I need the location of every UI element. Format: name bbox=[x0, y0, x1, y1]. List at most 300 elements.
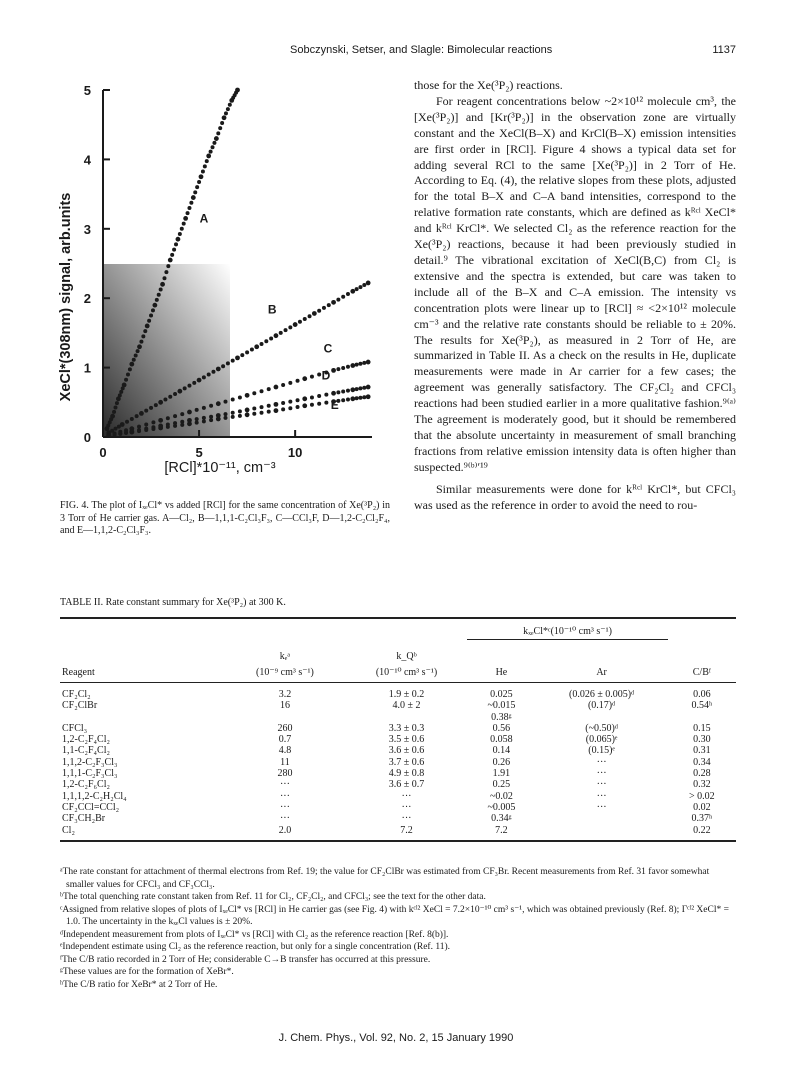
data-point-a bbox=[189, 201, 193, 205]
data-point-b bbox=[317, 309, 321, 313]
data-point-b bbox=[135, 414, 139, 418]
data-point-b bbox=[240, 353, 244, 357]
data-point-a bbox=[162, 276, 166, 280]
data-point-d bbox=[310, 395, 314, 399]
table-row bbox=[60, 791, 736, 802]
cell-he: 0.56 bbox=[492, 722, 511, 734]
paragraph-2: For reagent concentrations below ~2×10¹² molecule cm³, the [Xe(³P₂)] and [Kr(³P₂)] in the observation zone are virtually constant and the XeCl(B–X) and KrCl(B–X) emission intensities are first order in [RCl]. Figure 4 shows a typical data set for adding several RCl to the same [Xe(³P₂)] in 2 Torr of He. According to Eq. (4), the relative slopes from these plots, adjusted for the total B–X and C–A band intensities, correspond to the relative formation rate constants, which are defined as kᴿᶜˡ XeCl* and kᴿᶜˡ KrCl*. We selected Cl₂ as the reference reaction for the Xe(³P₂) reactions, because it had been previously studied in detail.⁹ The vibrational excitation of XeCl(B,C) from Cl₂ is extensive and the spectra is extended, but care was taken to include all of the B–X and C–A emission. The intensity vs concentration plots were linear up to [RCl] ≈ <2×10¹² molecule cm⁻³ and the relative rate constants should be reliable to ± 20%. The results for Xe(³P₂), as measured in 2 Torr of He, are summarized in Table II. As a check on the results in He, duplicate measurements were made in Ar carrier for a few cases; the agreement was generally satisfactory. The CF₂Cl₂ and CFCl₃ reactions had been studied earlier in a more qualitative fashion.⁹⁽ᵃ⁾ The agreement is moderately good, but it should be remembered that the absolute uncertainty in measurement of small branching fractions from relative emission intensity data is often higher than suspected.⁹⁽ᵇ⁾ʹ¹⁹ bbox=[414, 93, 736, 474]
x-axis-label: [RCl]*10⁻¹¹, cm⁻³ bbox=[164, 460, 276, 476]
cell-ke: 280 bbox=[277, 768, 293, 780]
table-row bbox=[60, 825, 736, 841]
data-point-e bbox=[317, 402, 321, 406]
data-point-d bbox=[267, 404, 271, 408]
cell-reagent: CF₂ClBr bbox=[62, 700, 98, 712]
cell-reagent: CF₂CCl=CCl₂ bbox=[62, 801, 120, 813]
data-point-a bbox=[211, 145, 215, 149]
data-point-e bbox=[118, 432, 122, 436]
footnote: ʰThe C/B ratio for XeBr* at 2 Torr of He. bbox=[60, 979, 218, 990]
data-point-e bbox=[267, 410, 271, 414]
cell-ke: ··· bbox=[279, 779, 290, 791]
data-point-b bbox=[120, 422, 125, 427]
running-title: Sobczynski, Setser, and Slagle: Bimolecular reactions bbox=[290, 44, 553, 56]
series-label-e: E bbox=[330, 397, 339, 412]
data-point-e bbox=[252, 412, 256, 416]
data-point-c bbox=[274, 385, 279, 390]
cell-kq: 1.9 ± 0.2 bbox=[388, 689, 425, 700]
data-point-a bbox=[172, 248, 176, 252]
data-point-e bbox=[124, 431, 128, 435]
y-tick-label: 0 bbox=[83, 430, 91, 445]
data-point-b bbox=[264, 339, 268, 343]
data-point-b bbox=[158, 400, 163, 405]
data-point-b bbox=[358, 285, 362, 289]
cell-he: 0.025 bbox=[490, 689, 513, 700]
data-point-b bbox=[183, 386, 187, 390]
data-point-a bbox=[124, 378, 128, 382]
table-row bbox=[60, 683, 736, 701]
data-point-a bbox=[160, 282, 165, 287]
cell-ar: ··· bbox=[596, 790, 607, 802]
y-tick-label: 3 bbox=[83, 221, 91, 237]
data-point-b bbox=[226, 361, 230, 365]
data-point-b bbox=[149, 406, 153, 410]
data-point-a bbox=[119, 390, 123, 394]
data-point-e bbox=[144, 428, 148, 432]
cell-ke: 11 bbox=[280, 756, 290, 768]
data-point-b bbox=[154, 403, 158, 407]
data-point-a bbox=[178, 232, 182, 236]
cell-ke: ··· bbox=[279, 813, 290, 825]
footnote: ᶠThe C/B ratio recorded in 2 Torr of He; considerable C→B transfer has occurred at this pressure. bbox=[60, 954, 431, 965]
data-point-b bbox=[211, 370, 215, 374]
cell-ke: 3.2 bbox=[278, 689, 292, 700]
data-point-c bbox=[310, 375, 314, 379]
data-point-c bbox=[151, 420, 155, 424]
data-point-a bbox=[149, 314, 153, 318]
col-he: He bbox=[495, 666, 508, 678]
data-point-b bbox=[355, 287, 359, 291]
cell-ke: ··· bbox=[279, 801, 290, 813]
scatter-chart bbox=[40, 62, 395, 492]
data-point-b bbox=[245, 350, 249, 354]
data-point-e bbox=[195, 421, 199, 425]
cell-he: 0.38ᵍ bbox=[491, 711, 512, 723]
data-point-d bbox=[260, 405, 264, 409]
cell-kq: ··· bbox=[401, 790, 412, 802]
data-point-e bbox=[129, 430, 134, 435]
table-row bbox=[60, 723, 736, 734]
data-point-a bbox=[122, 383, 127, 388]
col-kq-symbol: k_Qᵇ bbox=[396, 651, 417, 662]
cell-cb: 0.28 bbox=[693, 768, 711, 780]
data-point-c bbox=[202, 406, 206, 410]
data-point-a bbox=[224, 111, 228, 115]
cell-he: 7.2 bbox=[467, 825, 535, 841]
data-point-a bbox=[126, 373, 130, 377]
data-point-a bbox=[199, 174, 204, 179]
data-point-a bbox=[159, 288, 163, 292]
data-point-b bbox=[163, 398, 167, 402]
page-number: 1137 bbox=[712, 44, 736, 56]
data-point-e bbox=[346, 398, 350, 402]
data-point-b bbox=[308, 314, 312, 318]
data-point-b bbox=[341, 295, 345, 299]
data-point-a bbox=[203, 164, 207, 168]
data-point-d bbox=[341, 390, 345, 394]
data-point-d bbox=[274, 402, 279, 407]
data-point-b bbox=[113, 427, 117, 431]
data-point-a bbox=[235, 88, 240, 93]
table-row bbox=[60, 745, 736, 756]
group-header: kₓₑCl*ᶜ(10⁻¹⁰ cm³ s⁻¹) bbox=[467, 618, 667, 640]
paragraph-1: those for the Xe(³P₂) reactions. bbox=[414, 78, 563, 92]
cell-reagent: CFCl₃ bbox=[62, 722, 88, 734]
cell-ar bbox=[536, 712, 668, 723]
data-point-e bbox=[350, 396, 355, 401]
data-point-c bbox=[187, 410, 192, 415]
table-row bbox=[60, 813, 736, 824]
data-point-a bbox=[218, 126, 222, 130]
data-point-a bbox=[155, 298, 159, 302]
cell-ar: (~0.50)ᵈ bbox=[585, 722, 618, 734]
data-point-a bbox=[128, 367, 132, 371]
data-point-c bbox=[216, 401, 221, 406]
figure-4 bbox=[40, 62, 395, 492]
data-point-c bbox=[231, 398, 235, 402]
cell-reagent: 1,1,2-C₂F₃Cl₃ bbox=[62, 756, 118, 768]
data-point-b bbox=[187, 384, 191, 388]
data-point-b bbox=[279, 331, 283, 335]
cell-cb: 0.02 bbox=[693, 801, 711, 813]
cell-kq: 3.6 ± 0.6 bbox=[388, 745, 425, 757]
data-point-e bbox=[216, 417, 221, 422]
table-row bbox=[60, 768, 736, 779]
y-tick-label: 4 bbox=[83, 152, 91, 168]
table-row bbox=[60, 712, 736, 723]
data-point-e bbox=[296, 405, 300, 409]
data-point-a bbox=[197, 180, 201, 184]
data-point-d bbox=[362, 386, 366, 390]
data-point-c bbox=[288, 381, 292, 385]
data-point-c bbox=[362, 361, 366, 365]
footnote: ᵈIndependent measurement from plots of IₓₑCl* vs [RCl] with Cl₂ as the reference reaction [Ref. 8(b)]. bbox=[60, 929, 449, 940]
data-point-a bbox=[193, 190, 197, 194]
data-point-e bbox=[173, 424, 177, 428]
data-point-c bbox=[336, 367, 340, 371]
data-point-a bbox=[147, 319, 151, 323]
data-point-d bbox=[281, 401, 285, 405]
data-point-e bbox=[158, 426, 163, 431]
table-footnotes bbox=[60, 866, 736, 991]
data-point-a bbox=[113, 406, 117, 410]
data-point-a bbox=[191, 195, 196, 200]
data-point-b bbox=[192, 381, 196, 385]
cell-cb: 0.54ʰ bbox=[691, 700, 713, 712]
data-point-a bbox=[136, 349, 140, 353]
table-ii bbox=[60, 617, 736, 842]
footnote: ᵉIndependent estimate using Cl₂ as the reference reaction, but only for a single concentration (Ref. 11). bbox=[60, 942, 451, 952]
series-label-c: C bbox=[323, 341, 333, 356]
col-kq-unit: (10⁻¹⁰ cm³ s⁻¹) bbox=[375, 666, 438, 678]
cell-reagent: CF₂Cl₂ bbox=[62, 689, 91, 700]
cell-reagent: 1,1,1,2-C₂H₂Cl₄ bbox=[62, 790, 127, 802]
data-point-c bbox=[180, 412, 184, 416]
data-point-a bbox=[139, 340, 143, 344]
data-point-b bbox=[144, 409, 148, 413]
data-point-a bbox=[176, 237, 181, 242]
data-point-a bbox=[220, 121, 224, 125]
footnote: ᵃThe rate constant for attachment of thermal electrons from Ref. 19; the value for CF₂ClBr was estimated from CF₃Br. Recent measurements from Ref. 31 favor somewhat smaller values for CFCl₃ and CF₃CCl₃. bbox=[60, 867, 710, 890]
cell-he: ~0.015 bbox=[487, 700, 516, 712]
data-point-e bbox=[281, 407, 285, 411]
data-point-c bbox=[346, 365, 350, 369]
cell-kq: 3.7 ± 0.6 bbox=[388, 756, 425, 768]
data-point-a bbox=[222, 115, 227, 120]
data-point-b bbox=[173, 392, 177, 396]
data-point-e bbox=[223, 416, 227, 420]
col-ke-unit: (10⁻⁹ cm³ s⁻¹) bbox=[256, 666, 314, 678]
data-point-c bbox=[341, 366, 345, 370]
cell-he: 0.26 bbox=[492, 756, 511, 768]
cell-he: 0.14 bbox=[492, 745, 511, 757]
data-point-d bbox=[245, 408, 250, 413]
data-point-d bbox=[331, 391, 336, 396]
data-point-b bbox=[327, 303, 331, 307]
x-tick-label: 5 bbox=[195, 445, 203, 460]
cell-reagent: Cl₂ bbox=[60, 825, 224, 841]
cell-kq: 7.2 bbox=[346, 825, 468, 841]
data-point-d bbox=[366, 385, 371, 390]
data-point-d bbox=[202, 416, 206, 420]
data-point-d bbox=[336, 390, 340, 394]
data-point-b bbox=[284, 328, 288, 332]
cell-ar: (0.17)ᵈ bbox=[587, 700, 616, 712]
cell-cb: 0.22 bbox=[668, 825, 736, 841]
data-point-a bbox=[168, 258, 173, 263]
data-point-b bbox=[346, 292, 350, 296]
data-point-c bbox=[358, 362, 362, 366]
data-point-a bbox=[201, 170, 205, 174]
cell-ke: 4.8 bbox=[278, 745, 292, 757]
cell-cb: > 0.02 bbox=[689, 790, 715, 802]
table-title: TABLE II. Rate constant summary for Xe(³P₂) at 300 K. bbox=[60, 597, 286, 608]
data-point-a bbox=[206, 154, 211, 159]
data-point-a bbox=[143, 329, 147, 333]
cell-ar: ··· bbox=[596, 801, 607, 813]
data-point-d bbox=[358, 386, 362, 390]
data-point-a bbox=[212, 141, 216, 145]
cell-ar: (0.065)ᵉ bbox=[585, 734, 618, 746]
cell-kq: ··· bbox=[401, 813, 412, 825]
y-tick-label: 2 bbox=[83, 291, 91, 307]
data-point-e bbox=[166, 425, 170, 429]
data-point-b bbox=[336, 298, 340, 302]
data-point-c bbox=[223, 400, 227, 404]
data-point-d bbox=[195, 417, 199, 421]
data-point-a bbox=[137, 344, 142, 349]
data-point-b bbox=[139, 411, 144, 416]
data-point-e bbox=[341, 398, 345, 402]
cell-kq: 4.9 ± 0.8 bbox=[388, 768, 425, 780]
data-point-d bbox=[317, 394, 321, 398]
data-point-b bbox=[350, 289, 355, 294]
data-point-b bbox=[260, 342, 264, 346]
footnote: ᶜAssigned from relative slopes of plots of IₓₑCl* vs [RCl] in He carrier gas (see Fig. 4) with kᶜˡ² XeCl = 7.2×10⁻¹⁰ cm³ s⁻¹, which was obtained previously (Ref. 8); Γᶜˡ² XeCl* = 1.0. The uncertainty in the kₓₑCl values is ± 20%. bbox=[60, 904, 729, 927]
cell-reagent: 1,2-C₂F₄Cl₂ bbox=[62, 734, 110, 746]
data-point-a bbox=[180, 227, 184, 231]
cell-kq: 3.6 ± 0.7 bbox=[388, 779, 425, 791]
x-tick-label: 0 bbox=[99, 445, 107, 460]
data-point-e bbox=[288, 406, 292, 410]
data-point-b bbox=[312, 311, 317, 316]
data-point-e bbox=[245, 412, 250, 417]
cell-cb: 0.30 bbox=[693, 734, 711, 746]
data-point-a bbox=[141, 334, 145, 338]
cell-ar: ··· bbox=[596, 779, 607, 791]
cell-ke: 16 bbox=[279, 700, 290, 712]
data-point-b bbox=[177, 389, 182, 394]
cell-ke bbox=[224, 712, 346, 723]
data-point-b bbox=[197, 378, 202, 383]
data-point-d bbox=[296, 398, 300, 402]
data-point-b bbox=[366, 281, 371, 286]
cell-ke: ··· bbox=[279, 790, 290, 802]
data-point-d bbox=[324, 393, 328, 397]
data-point-c bbox=[166, 416, 170, 420]
data-point-a bbox=[216, 131, 220, 135]
data-point-e bbox=[187, 421, 192, 426]
data-point-e bbox=[324, 401, 328, 405]
col-cb: C/Bᶠ bbox=[692, 666, 711, 678]
data-point-b bbox=[207, 373, 211, 377]
cell-kq bbox=[346, 712, 468, 723]
data-point-d bbox=[223, 412, 227, 416]
series-label-d: D bbox=[321, 368, 331, 383]
data-point-e bbox=[137, 429, 141, 433]
cell-ar bbox=[536, 825, 668, 841]
data-point-a bbox=[182, 222, 186, 226]
data-point-b bbox=[293, 322, 298, 327]
data-point-a bbox=[228, 103, 232, 107]
data-point-b bbox=[221, 364, 225, 368]
data-point-a bbox=[187, 206, 191, 210]
data-point-a bbox=[170, 253, 174, 257]
data-point-d bbox=[252, 407, 256, 411]
data-point-a bbox=[195, 185, 199, 189]
cell-ke: 260 bbox=[277, 722, 293, 734]
cell-he: 1.91 bbox=[492, 768, 511, 780]
data-point-e bbox=[366, 394, 371, 399]
x-tick-label: 10 bbox=[287, 445, 303, 460]
cell-cb: 0.34 bbox=[693, 756, 711, 768]
data-point-d bbox=[302, 396, 307, 401]
cell-he: ~0.005 bbox=[487, 801, 516, 813]
data-point-a bbox=[183, 216, 188, 221]
data-point-c bbox=[144, 423, 148, 427]
data-point-c bbox=[366, 360, 371, 365]
data-point-d bbox=[355, 387, 359, 391]
data-point-e bbox=[113, 433, 117, 437]
data-point-c bbox=[317, 373, 321, 377]
data-point-e bbox=[209, 418, 213, 422]
data-point-c bbox=[195, 408, 199, 412]
data-point-e bbox=[302, 403, 307, 408]
cell-reagent: 1,2-C₂F₆Cl₂ bbox=[62, 779, 110, 791]
data-point-b bbox=[288, 325, 292, 329]
table-row bbox=[60, 700, 736, 711]
table-body bbox=[60, 683, 736, 841]
data-point-e bbox=[260, 411, 264, 415]
series-label-b: B bbox=[267, 302, 277, 317]
shaded-region bbox=[103, 264, 230, 437]
table-row bbox=[60, 757, 736, 768]
cell-ar: (0.15)ᵉ bbox=[588, 745, 615, 757]
data-point-e bbox=[310, 403, 314, 407]
cell-ar: ··· bbox=[596, 768, 607, 780]
data-point-b bbox=[269, 336, 273, 340]
data-point-a bbox=[132, 358, 136, 362]
cell-kq: 3.5 ± 0.6 bbox=[388, 734, 425, 746]
data-point-b bbox=[216, 367, 221, 372]
data-point-a bbox=[134, 353, 138, 357]
table-row bbox=[60, 802, 736, 813]
cell-he: 0.25 bbox=[492, 779, 511, 791]
data-point-a bbox=[209, 150, 213, 154]
data-point-a bbox=[129, 362, 134, 367]
data-point-a bbox=[115, 401, 119, 405]
cell-kq: 4.0 ± 2 bbox=[392, 700, 421, 712]
data-point-a bbox=[205, 159, 209, 163]
cell-kq: ··· bbox=[401, 801, 412, 813]
cell-reagent: 1,1,1-C₂F₃Cl₃ bbox=[62, 768, 118, 780]
data-point-d bbox=[231, 411, 235, 415]
series-label-a: A bbox=[199, 211, 209, 226]
cell-cb: 0.31 bbox=[693, 745, 711, 757]
data-point-b bbox=[298, 320, 302, 324]
cell-ar bbox=[536, 813, 668, 824]
col-reagent: Reagent bbox=[62, 666, 95, 678]
data-point-b bbox=[235, 355, 240, 360]
cell-he: 0.058 bbox=[490, 734, 513, 746]
data-point-c bbox=[296, 379, 300, 383]
cell-he: ~0.02 bbox=[489, 790, 513, 802]
table-row bbox=[60, 734, 736, 745]
data-point-e bbox=[238, 414, 242, 418]
data-point-c bbox=[260, 389, 264, 393]
data-point-b bbox=[125, 420, 129, 424]
data-point-c bbox=[331, 368, 336, 373]
data-point-a bbox=[118, 393, 122, 397]
data-point-e bbox=[202, 419, 206, 423]
cell-ke: 2.0 bbox=[224, 825, 346, 841]
footnote: ᵍThese values are for the formation of XeBr*. bbox=[60, 967, 234, 977]
cell-cb: 0.15 bbox=[693, 722, 711, 734]
data-point-e bbox=[151, 427, 155, 431]
data-point-c bbox=[238, 395, 242, 399]
data-point-c bbox=[302, 376, 307, 381]
data-point-c bbox=[158, 418, 163, 423]
data-point-c bbox=[245, 393, 250, 398]
data-point-a bbox=[157, 293, 161, 297]
data-point-a bbox=[151, 308, 155, 312]
data-point-b bbox=[202, 375, 206, 379]
data-point-e bbox=[358, 396, 362, 400]
data-point-b bbox=[231, 359, 235, 363]
table-row bbox=[60, 779, 736, 790]
data-point-c bbox=[173, 414, 177, 418]
data-point-c bbox=[281, 383, 285, 387]
data-point-d bbox=[346, 389, 350, 393]
